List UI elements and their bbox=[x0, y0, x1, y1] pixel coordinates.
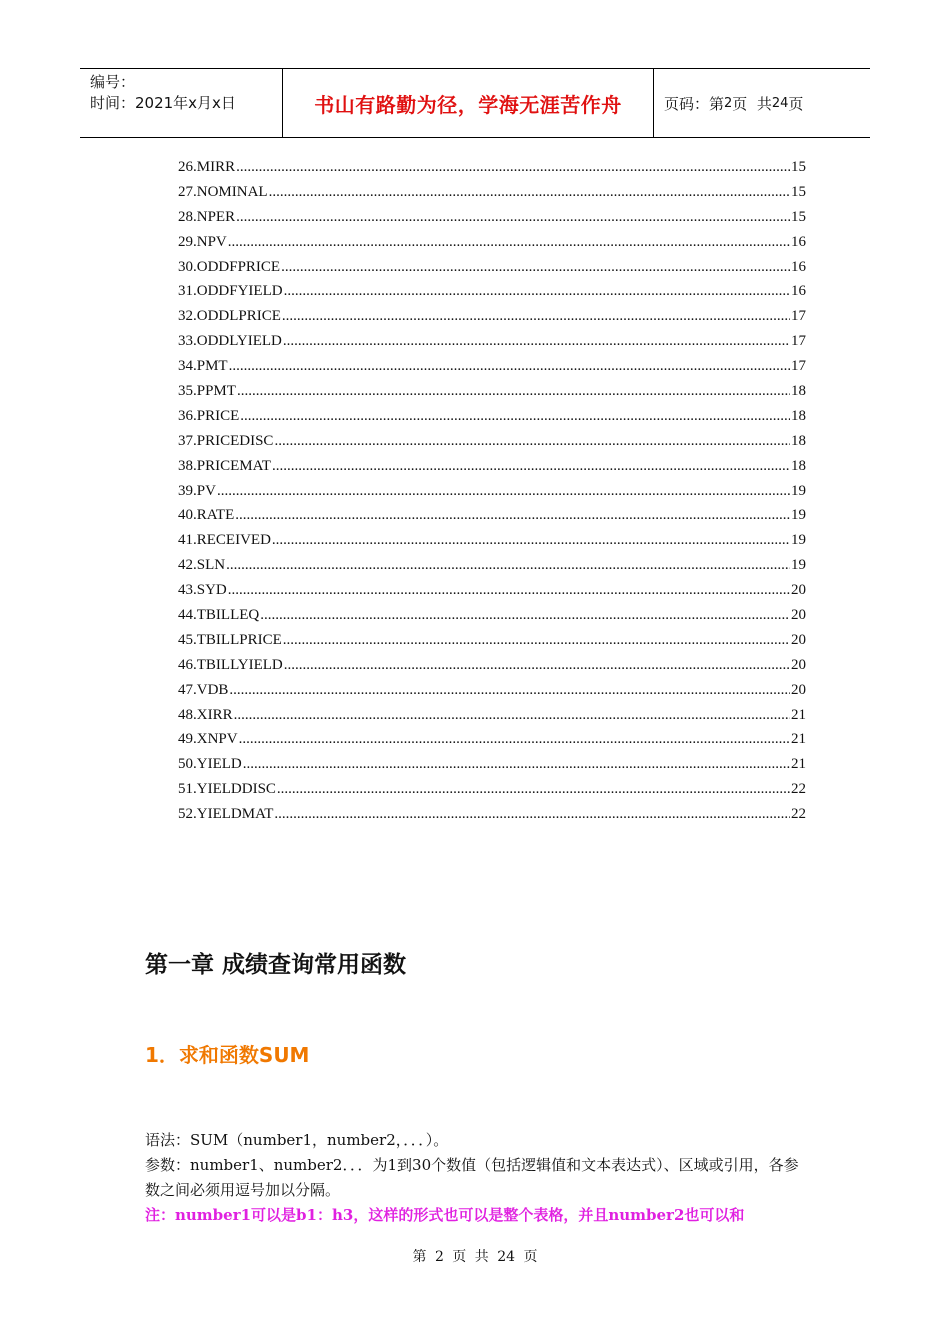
toc-entry-label: 48.XIRR bbox=[178, 706, 233, 723]
toc-leader-dots bbox=[272, 458, 790, 475]
toc-entry[interactable] bbox=[178, 557, 806, 582]
toc-entry-label: 29.NPV bbox=[178, 233, 227, 250]
toc-entry[interactable] bbox=[178, 184, 806, 209]
toc-entry-label: 46.TBILLYIELD bbox=[178, 656, 283, 673]
toc-entry[interactable] bbox=[178, 532, 806, 557]
toc-entry[interactable] bbox=[178, 408, 806, 433]
toc-leader-dots bbox=[239, 731, 790, 748]
toc-entry[interactable] bbox=[178, 358, 806, 383]
toc-leader-dots bbox=[283, 632, 790, 649]
toc-leader-dots bbox=[229, 682, 790, 699]
toc-entry[interactable] bbox=[178, 308, 806, 333]
toc-entry[interactable] bbox=[178, 259, 806, 284]
toc-leader-dots bbox=[217, 483, 790, 500]
page-footer: 第 2 页 共 24 页 bbox=[412, 1249, 538, 1265]
page-mid: 页 共 bbox=[732, 94, 772, 113]
toc-leader-dots bbox=[274, 433, 790, 450]
toc-entry[interactable] bbox=[178, 383, 806, 408]
toc-entry-page: 22 bbox=[791, 806, 806, 823]
toc-entry-page: 20 bbox=[791, 681, 806, 698]
toc-entry[interactable] bbox=[178, 433, 806, 458]
toc-entry-label: 33.ODDLYIELD bbox=[178, 333, 282, 350]
toc-entry-page: 19 bbox=[791, 557, 806, 574]
toc-entry-label: 32.ODDLPRICE bbox=[178, 308, 281, 325]
toc-entry[interactable] bbox=[178, 781, 806, 806]
toc-entry-label: 26.MIRR bbox=[178, 159, 236, 175]
toc-entry[interactable] bbox=[178, 159, 806, 184]
toc-entry[interactable] bbox=[178, 582, 806, 607]
toc-entry-label: 50.YIELD bbox=[178, 756, 242, 773]
header-meta bbox=[80, 69, 282, 137]
toc-entry-page: 17 bbox=[791, 308, 806, 325]
toc-entry-label: 31.ODDFYIELD bbox=[178, 283, 283, 300]
toc-leader-dots bbox=[226, 557, 790, 574]
toc-entry-page: 15 bbox=[791, 208, 806, 225]
toc-leader-dots bbox=[260, 607, 790, 624]
toc-entry-page: 20 bbox=[791, 631, 806, 648]
toc-leader-dots bbox=[282, 308, 790, 325]
toc-entry-label: 27.NOMINAL bbox=[178, 183, 268, 200]
toc-leader-dots bbox=[234, 707, 790, 724]
toc-entry-label: 39.PV bbox=[178, 482, 216, 499]
toc-entry-label: 28.NPER bbox=[178, 208, 236, 225]
chapter-title: 第一章 成绩查询常用函数 bbox=[145, 952, 407, 978]
note-text: 注：number1可以是b1：h3，这样的形式也可以是整个表格，并且number2也可以和 bbox=[145, 1206, 745, 1224]
toc-entry-page: 21 bbox=[791, 731, 806, 748]
toc-entry-label: 40.RATE bbox=[178, 507, 235, 524]
toc-entry-label: 30.ODDFPRICE bbox=[178, 258, 281, 275]
toc-leader-dots bbox=[236, 209, 790, 226]
toc-leader-dots bbox=[228, 582, 790, 599]
toc-entry[interactable] bbox=[178, 483, 806, 508]
toc-entry-page: 21 bbox=[791, 756, 806, 773]
toc-entry-page: 15 bbox=[791, 183, 806, 200]
toc-entry-label: 34.PMT bbox=[178, 358, 228, 375]
toc-entry-label: 41.RECEIVED bbox=[178, 532, 271, 549]
toc-entry-page: 17 bbox=[791, 333, 806, 350]
toc-entry[interactable] bbox=[178, 632, 806, 657]
toc-entry-label: 49.XNPV bbox=[178, 731, 238, 748]
table-of-contents bbox=[178, 159, 806, 831]
toc-entry[interactable] bbox=[178, 707, 806, 732]
toc-entry[interactable] bbox=[178, 333, 806, 358]
toc-leader-dots bbox=[228, 234, 790, 251]
toc-entry[interactable] bbox=[178, 283, 806, 308]
page-header bbox=[80, 68, 870, 138]
toc-leader-dots bbox=[269, 184, 790, 201]
toc-entry-label: 37.PRICEDISC bbox=[178, 432, 274, 449]
page-suffix: 页 bbox=[788, 94, 804, 113]
toc-entry[interactable] bbox=[178, 607, 806, 632]
toc-entry-page: 19 bbox=[791, 507, 806, 524]
toc-leader-dots bbox=[284, 657, 790, 674]
toc-entry-label: 36.PRICE bbox=[178, 407, 240, 424]
toc-entry-page: 18 bbox=[791, 383, 806, 400]
toc-leader-dots bbox=[240, 408, 790, 425]
toc-entry-label: 47.VDB bbox=[178, 681, 229, 698]
toc-entry[interactable] bbox=[178, 657, 806, 682]
toc-entry-page: 18 bbox=[791, 432, 806, 449]
toc-entry-page: 19 bbox=[791, 532, 806, 549]
syntax-text: 语法：SUM（number1，number2，．．．）。 bbox=[145, 1131, 449, 1149]
toc-leader-dots bbox=[235, 507, 790, 524]
toc-entry[interactable] bbox=[178, 682, 806, 707]
toc-entry-page: 16 bbox=[791, 283, 806, 300]
toc-entry-label: 42.SLN bbox=[178, 557, 226, 574]
toc-entry-page: 20 bbox=[791, 582, 806, 599]
toc-entry-label: 44.TBILLEQ bbox=[178, 607, 260, 624]
toc-entry-page: 16 bbox=[791, 258, 806, 275]
toc-leader-dots bbox=[281, 259, 790, 276]
toc-entry-page: 16 bbox=[791, 233, 806, 250]
toc-entry-page: 18 bbox=[791, 407, 806, 424]
toc-entry-label: 35.PPMT bbox=[178, 383, 236, 400]
header-motto: 书山有路勤为径，学海无涯苦作舟 bbox=[282, 69, 654, 137]
toc-entry[interactable] bbox=[178, 756, 806, 781]
toc-entry-label: 52.YIELDMAT bbox=[178, 806, 274, 823]
toc-entry-page: 22 bbox=[791, 781, 806, 798]
toc-leader-dots bbox=[229, 358, 790, 375]
section-title: 1．求和函数SUM bbox=[145, 1043, 310, 1067]
toc-leader-dots bbox=[236, 159, 790, 176]
toc-leader-dots bbox=[237, 383, 790, 400]
toc-leader-dots bbox=[272, 532, 790, 549]
header-page-info bbox=[654, 69, 870, 137]
toc-entry[interactable] bbox=[178, 209, 806, 234]
time-label: 时间：2021年x月x日 bbox=[90, 94, 236, 112]
page-prefix: 页码：第 bbox=[664, 94, 725, 113]
toc-entry-label: 43.SYD bbox=[178, 582, 227, 599]
toc-leader-dots bbox=[284, 283, 790, 300]
toc-entry-page: 15 bbox=[791, 159, 806, 175]
toc-entry[interactable] bbox=[178, 234, 806, 259]
toc-leader-dots bbox=[283, 333, 790, 350]
toc-entry-page: 20 bbox=[791, 656, 806, 673]
toc-entry[interactable] bbox=[178, 806, 806, 831]
toc-entry[interactable] bbox=[178, 458, 806, 483]
toc-leader-dots bbox=[243, 756, 790, 773]
toc-entry-page: 19 bbox=[791, 482, 806, 499]
toc-entry[interactable] bbox=[178, 507, 806, 532]
toc-leader-dots bbox=[274, 806, 790, 823]
page-total: 24 bbox=[771, 95, 789, 111]
code-label: 编号： bbox=[90, 73, 136, 91]
toc-entry-page: 18 bbox=[791, 457, 806, 474]
toc-entry-page: 21 bbox=[791, 706, 806, 723]
toc-leader-dots bbox=[277, 781, 790, 798]
params-text: 参数：number1、number2．．．为1到30个数值（包括逻辑值和文本表达式）、区域或引用，各参数之间必须用逗号加以分隔。 bbox=[145, 1156, 799, 1199]
toc-entry-page: 20 bbox=[791, 607, 806, 624]
toc-entry-page: 17 bbox=[791, 358, 806, 375]
toc-entry-label: 51.YIELDDISC bbox=[178, 781, 276, 798]
toc-entry[interactable] bbox=[178, 731, 806, 756]
toc-entry-label: 38.PRICEMAT bbox=[178, 457, 271, 474]
page-number: 2 bbox=[724, 95, 733, 111]
toc-entry-label: 45.TBILLPRICE bbox=[178, 631, 282, 648]
